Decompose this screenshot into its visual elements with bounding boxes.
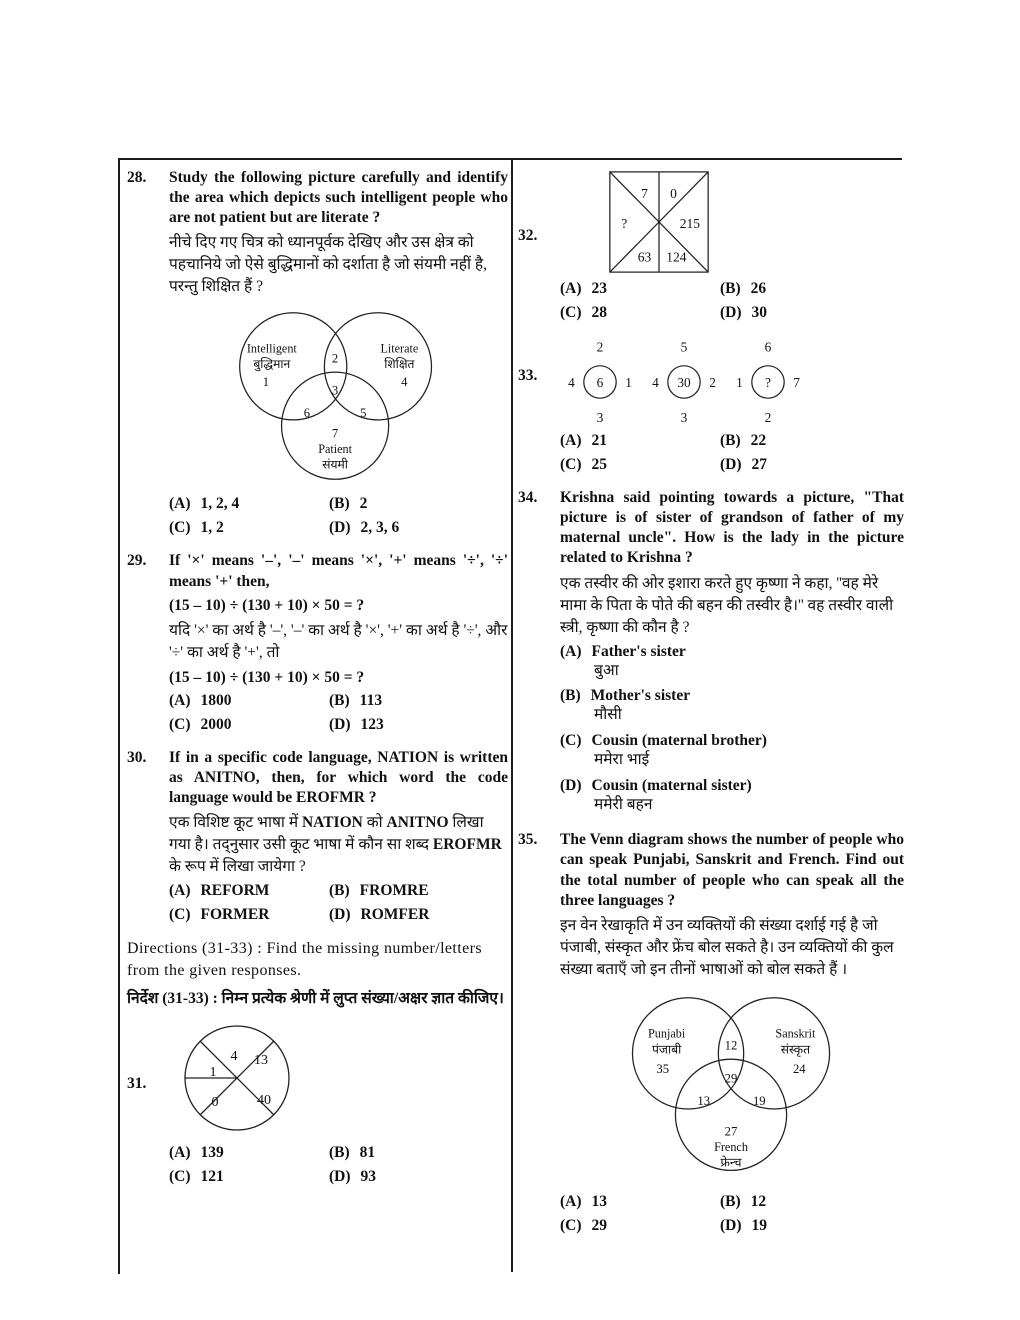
french-label: French xyxy=(714,1139,748,1154)
option-a xyxy=(560,280,720,298)
question-30-text-hi xyxy=(169,812,508,878)
directions-text-en: Directions (31-33) : Find the missing number/letters from the given responses. xyxy=(127,940,482,979)
question-35-number: 35. xyxy=(518,831,538,849)
option-d-value: 123 xyxy=(360,715,384,733)
question-31-number: 31. xyxy=(127,1074,147,1092)
q33-group-2 xyxy=(644,336,724,428)
left-value: 4 xyxy=(568,374,575,390)
punjabi-only-value: 35 xyxy=(656,1061,670,1076)
question-33-options xyxy=(560,432,904,474)
cell-bottom-left: 63 xyxy=(637,249,652,265)
left-value: 1 xyxy=(736,374,743,390)
option-b-label: (B) xyxy=(720,432,741,449)
center-value: 6 xyxy=(596,374,604,390)
column-divider-rule xyxy=(511,158,513,1272)
option-c-value: 1, 2 xyxy=(200,519,224,537)
question-30-number: 30. xyxy=(127,748,147,766)
option-c xyxy=(169,716,329,734)
option-a-label: (A) xyxy=(560,280,582,297)
option-b xyxy=(560,687,904,726)
option-c-value: 2000 xyxy=(200,715,232,733)
option-b-value: 22 xyxy=(750,432,767,449)
option-b xyxy=(720,280,904,298)
option-c xyxy=(560,456,720,474)
option-d-value: ROMFER xyxy=(360,906,430,924)
question-29 xyxy=(127,551,508,740)
code-word-nation: NATION xyxy=(301,814,363,832)
option-c xyxy=(560,1217,720,1235)
option-a-label: (A) xyxy=(169,882,191,900)
option-d xyxy=(329,906,508,924)
question-32-options xyxy=(560,280,904,322)
right-column xyxy=(518,168,904,1249)
option-b xyxy=(329,882,508,900)
region-1-value: 1 xyxy=(262,375,269,390)
option-d-value-hi: ममेरी बहन xyxy=(594,796,653,814)
question-34 xyxy=(518,488,904,822)
hi-segment: के रूप में लिखा जायेगा ? xyxy=(169,858,306,876)
question-35-text-en: The Venn diagram shows the number of people who can speak Punjabi, Sanskrit and French. Find out the total number of people who can speak all the three languages ? xyxy=(560,831,904,909)
option-c xyxy=(169,1168,329,1186)
punjabi-label: Punjabi xyxy=(648,1026,686,1041)
french-label-hi: फ्रेन्च xyxy=(720,1155,742,1170)
right-value: 1 xyxy=(625,374,632,390)
option-a xyxy=(560,643,904,682)
option-c xyxy=(169,906,329,924)
option-c-value: 29 xyxy=(591,1216,608,1234)
question-31-options xyxy=(169,1144,508,1186)
question-29-equation: (15 – 10) ÷ (130 + 10) × 50 = ? xyxy=(169,596,365,614)
option-a-value: Father's sister xyxy=(591,642,686,660)
option-a-value: REFORM xyxy=(200,882,270,900)
option-a xyxy=(169,692,329,710)
question-28 xyxy=(127,168,508,543)
option-a xyxy=(169,1144,329,1162)
option-d-value: 93 xyxy=(360,1167,377,1185)
option-b xyxy=(329,692,508,710)
option-d xyxy=(329,716,508,734)
directions-block xyxy=(127,938,508,1009)
top-value: 5 xyxy=(680,339,688,355)
option-c-value: Cousin (maternal brother) xyxy=(591,732,767,750)
top-value: 6 xyxy=(764,339,772,355)
option-c-value: 25 xyxy=(591,456,608,473)
q33-group-1 xyxy=(560,336,640,428)
option-c-value-hi: ममेरा भाई xyxy=(594,751,650,769)
bottom-value: 3 xyxy=(680,410,688,425)
option-b-value: 12 xyxy=(750,1192,767,1210)
option-b-label: (B) xyxy=(329,882,350,900)
cell-right: 215 xyxy=(679,215,700,231)
option-c-label: (C) xyxy=(169,906,191,924)
question-34-text-en: Krishna said pointing towards a picture, "That picture is of sister of grandson of father of my maternal uncle". How is the lady in the picture related to Krishna ? xyxy=(560,489,904,567)
option-a-value: 1, 2, 4 xyxy=(200,495,240,513)
option-b-label: (B) xyxy=(329,1143,350,1161)
region-7-value: 7 xyxy=(331,426,338,441)
sanskrit-label-hi: संस्कृत xyxy=(780,1042,811,1057)
punjabi-circle xyxy=(632,998,743,1109)
option-c-label: (C) xyxy=(560,456,582,473)
sanskrit-label: Sanskrit xyxy=(775,1026,816,1041)
question-35-text-hi: इन वेन रेखाकृति में उन व्यक्तियों की संख्या दर्शाई गई है जो पंजाबी, संस्कृत और फ्रेंच बोल सकते है। उन व्यक्तियों की कुल संख्या बताएँ जो इन तीनों भाषाओं को बोल सकते हैं । xyxy=(560,916,894,978)
option-d-value: 30 xyxy=(751,304,768,321)
option-b-label: (B) xyxy=(329,495,350,513)
q31-circle-diagram xyxy=(177,1018,297,1138)
literate-label: Literate xyxy=(379,342,418,357)
option-d xyxy=(329,519,508,537)
sector-value: 40 xyxy=(257,1092,271,1108)
option-c-label: (C) xyxy=(560,732,582,750)
question-30-text-en: If in a specific code language, NATION is written as ANITNO, then, for which word the code language would be EROFMR ? xyxy=(169,748,508,807)
punjabi-sanskrit-value: 12 xyxy=(724,1038,738,1053)
question-28-number: 28. xyxy=(127,169,147,186)
question-28-text-hi: नीचे दिए गए चित्र को ध्यानपूर्वक देखिए और उस क्षेत्र को पहचानिये जो ऐसे बुद्धिमानों को दर्शाता है जो संयमी नहीं है, परन्तु शिक्षित हैं ? xyxy=(169,234,487,296)
cell-bottom-right: 124 xyxy=(666,249,687,265)
left-value: 4 xyxy=(652,374,659,390)
patient-label-hi: संयमी xyxy=(321,457,348,472)
code-word-anitno: ANITNO xyxy=(386,814,449,832)
top-value: 2 xyxy=(596,339,604,355)
option-d xyxy=(720,304,904,322)
option-a-value: 23 xyxy=(591,280,608,297)
question-33 xyxy=(518,336,904,480)
hi-segment: लिखा गया है। तद्नुसार उसी कूट भाषा में कौन सा शब्द xyxy=(169,814,484,854)
bottom-value: 2 xyxy=(764,410,772,425)
sector-value: 4 xyxy=(230,1048,238,1064)
option-c-value: 121 xyxy=(200,1167,224,1185)
region-4-value: 4 xyxy=(400,375,407,390)
question-30-options xyxy=(169,882,508,924)
option-b xyxy=(329,1144,508,1162)
option-b-label: (B) xyxy=(720,280,741,297)
cell-left: ? xyxy=(621,215,628,231)
question-31 xyxy=(127,1016,508,1192)
center-value: ? xyxy=(765,374,771,390)
center-value: 30 xyxy=(677,374,691,390)
sector-value: 0 xyxy=(211,1094,219,1110)
option-b-label: (B) xyxy=(329,691,350,709)
option-d-value: 27 xyxy=(751,456,768,473)
option-a xyxy=(169,882,329,900)
question-29-equation-2: (15 – 10) ÷ (130 + 10) × 50 = ? xyxy=(169,668,365,686)
left-column xyxy=(127,168,508,1200)
option-d-value: 2, 3, 6 xyxy=(360,519,400,537)
bottom-value: 3 xyxy=(596,410,604,425)
question-33-number: 33. xyxy=(518,367,538,384)
page-top-rule xyxy=(118,158,902,160)
option-d-label: (D) xyxy=(329,519,351,537)
option-a-value-hi: बुआ xyxy=(594,661,619,679)
option-c-label: (C) xyxy=(560,304,582,321)
option-d-label: (D) xyxy=(329,906,351,924)
option-b xyxy=(720,1193,904,1211)
option-a xyxy=(560,1193,720,1211)
option-d-label: (D) xyxy=(329,715,351,733)
option-d-label: (D) xyxy=(720,304,742,321)
option-d xyxy=(329,1168,508,1186)
all-three-value: 29 xyxy=(724,1071,738,1086)
q28-venn-diagram xyxy=(214,304,464,489)
option-a-value: 1800 xyxy=(200,691,232,709)
option-c xyxy=(169,519,329,537)
sector-value: 1 xyxy=(209,1064,217,1080)
french-only-value: 27 xyxy=(724,1124,738,1139)
option-a-label: (A) xyxy=(169,1143,191,1161)
hi-segment: को xyxy=(362,814,387,832)
option-c-label: (C) xyxy=(169,715,191,733)
question-32-number: 32. xyxy=(518,227,538,244)
option-a-value: 21 xyxy=(591,432,608,449)
option-d-value: Cousin (maternal sister) xyxy=(591,777,752,795)
option-b-label: (B) xyxy=(560,687,581,705)
option-d xyxy=(720,1217,904,1235)
question-32 xyxy=(518,168,904,328)
option-a-label: (A) xyxy=(169,495,191,513)
question-35 xyxy=(518,830,904,1241)
option-a-value: 13 xyxy=(591,1192,608,1210)
option-b xyxy=(329,495,508,513)
option-b xyxy=(720,432,904,450)
question-29-number: 29. xyxy=(127,552,147,570)
question-29-text-en: If '×' means '–', '–' means '×', '+' means '÷', '÷' means '+' then, xyxy=(169,552,508,590)
option-b-value: 2 xyxy=(359,495,368,513)
option-c-value: 28 xyxy=(591,304,608,321)
literate-circle xyxy=(324,313,431,420)
right-value: 2 xyxy=(709,374,716,390)
question-29-options xyxy=(169,692,508,734)
option-c-value: FORMER xyxy=(200,906,270,924)
question-34-text-hi: एक तस्वीर की ओर इशारा करते हुए कृष्णा ने कहा, ''वह मेरे मामा के पिता के पोते की बहन की तस्वीर है।'' वह तस्वीर वाली स्त्री, कृष्णा की कौन है ? xyxy=(560,574,894,636)
question-34-options xyxy=(560,643,904,817)
sanskrit-circle xyxy=(718,998,829,1109)
region-6-value: 6 xyxy=(303,406,310,421)
option-a-label: (A) xyxy=(560,1192,582,1210)
sanskrit-only-value: 24 xyxy=(792,1061,806,1076)
option-b-value: 26 xyxy=(750,280,767,297)
cell-top-right: 0 xyxy=(670,185,677,201)
region-2-value: 2 xyxy=(331,351,338,366)
option-b-value-hi: मौसी xyxy=(594,706,622,724)
question-28-text-en: Study the following picture carefully and identify the area which depicts such intelligent people who are not patient but are literate ? xyxy=(169,169,508,227)
option-b-value: Mother's sister xyxy=(590,687,691,705)
region-3-value: 3 xyxy=(331,383,338,398)
directions-text-hi: निर्देश (31-33) : निम्न प्रत्येक श्रेणी में लुप्त संख्या/अक्षर ज्ञात कीजिए। xyxy=(127,989,504,1007)
patient-label: Patient xyxy=(317,442,352,457)
code-word-erofmr: EROFMR xyxy=(432,836,502,854)
option-d-value: 19 xyxy=(751,1216,768,1234)
option-a xyxy=(169,495,329,513)
sanskrit-french-value: 19 xyxy=(752,1093,766,1108)
option-c-label: (C) xyxy=(169,1167,191,1185)
option-d-label: (D) xyxy=(720,456,742,473)
question-30 xyxy=(127,748,508,930)
question-28-options xyxy=(169,495,508,537)
option-d xyxy=(560,777,904,816)
option-c-label: (C) xyxy=(560,1216,582,1234)
option-c-label: (C) xyxy=(169,519,191,537)
right-value: 7 xyxy=(793,374,800,390)
option-a-label: (A) xyxy=(560,432,582,449)
q32-square-diagram xyxy=(606,168,712,276)
q33-circle-diagrams xyxy=(560,336,904,428)
option-a-label: (A) xyxy=(560,642,582,660)
option-c xyxy=(560,304,720,322)
region-5-value: 5 xyxy=(359,406,367,421)
option-b-label: (B) xyxy=(720,1192,741,1210)
intelligent-label-hi: बुद्धिमान xyxy=(252,357,290,372)
intelligent-label: Intelligent xyxy=(246,342,297,357)
q35-venn-diagram xyxy=(607,987,857,1187)
question-34-number: 34. xyxy=(518,489,538,506)
option-d-label: (D) xyxy=(560,777,582,795)
option-b-value: 113 xyxy=(359,691,383,709)
question-29-text-hi: यदि '×' का अर्थ है '–', '–' का अर्थ है '×', '+' का अर्थ है '÷', और '÷' का अर्थ है '+', तो xyxy=(169,621,508,661)
option-a-label: (A) xyxy=(169,691,191,709)
cell-top-left: 7 xyxy=(641,185,648,201)
option-d-label: (D) xyxy=(720,1216,742,1234)
punjabi-label-hi: पंजाबी xyxy=(652,1042,682,1057)
option-a-value: 139 xyxy=(200,1143,224,1161)
hi-segment: एक विशिष्ट कूट भाषा में xyxy=(169,814,302,832)
punjabi-french-value: 13 xyxy=(697,1093,711,1108)
option-d xyxy=(720,456,904,474)
q33-group-3 xyxy=(728,336,808,428)
option-a xyxy=(560,432,720,450)
option-c xyxy=(560,732,904,771)
literate-label-hi: शिक्षित xyxy=(383,357,414,372)
option-b-value: FROMRE xyxy=(359,882,429,900)
option-d-label: (D) xyxy=(329,1167,351,1185)
option-b-value: 81 xyxy=(359,1143,376,1161)
sector-value: 13 xyxy=(254,1052,268,1068)
page-left-rule xyxy=(118,158,120,1274)
question-35-options xyxy=(560,1193,904,1235)
